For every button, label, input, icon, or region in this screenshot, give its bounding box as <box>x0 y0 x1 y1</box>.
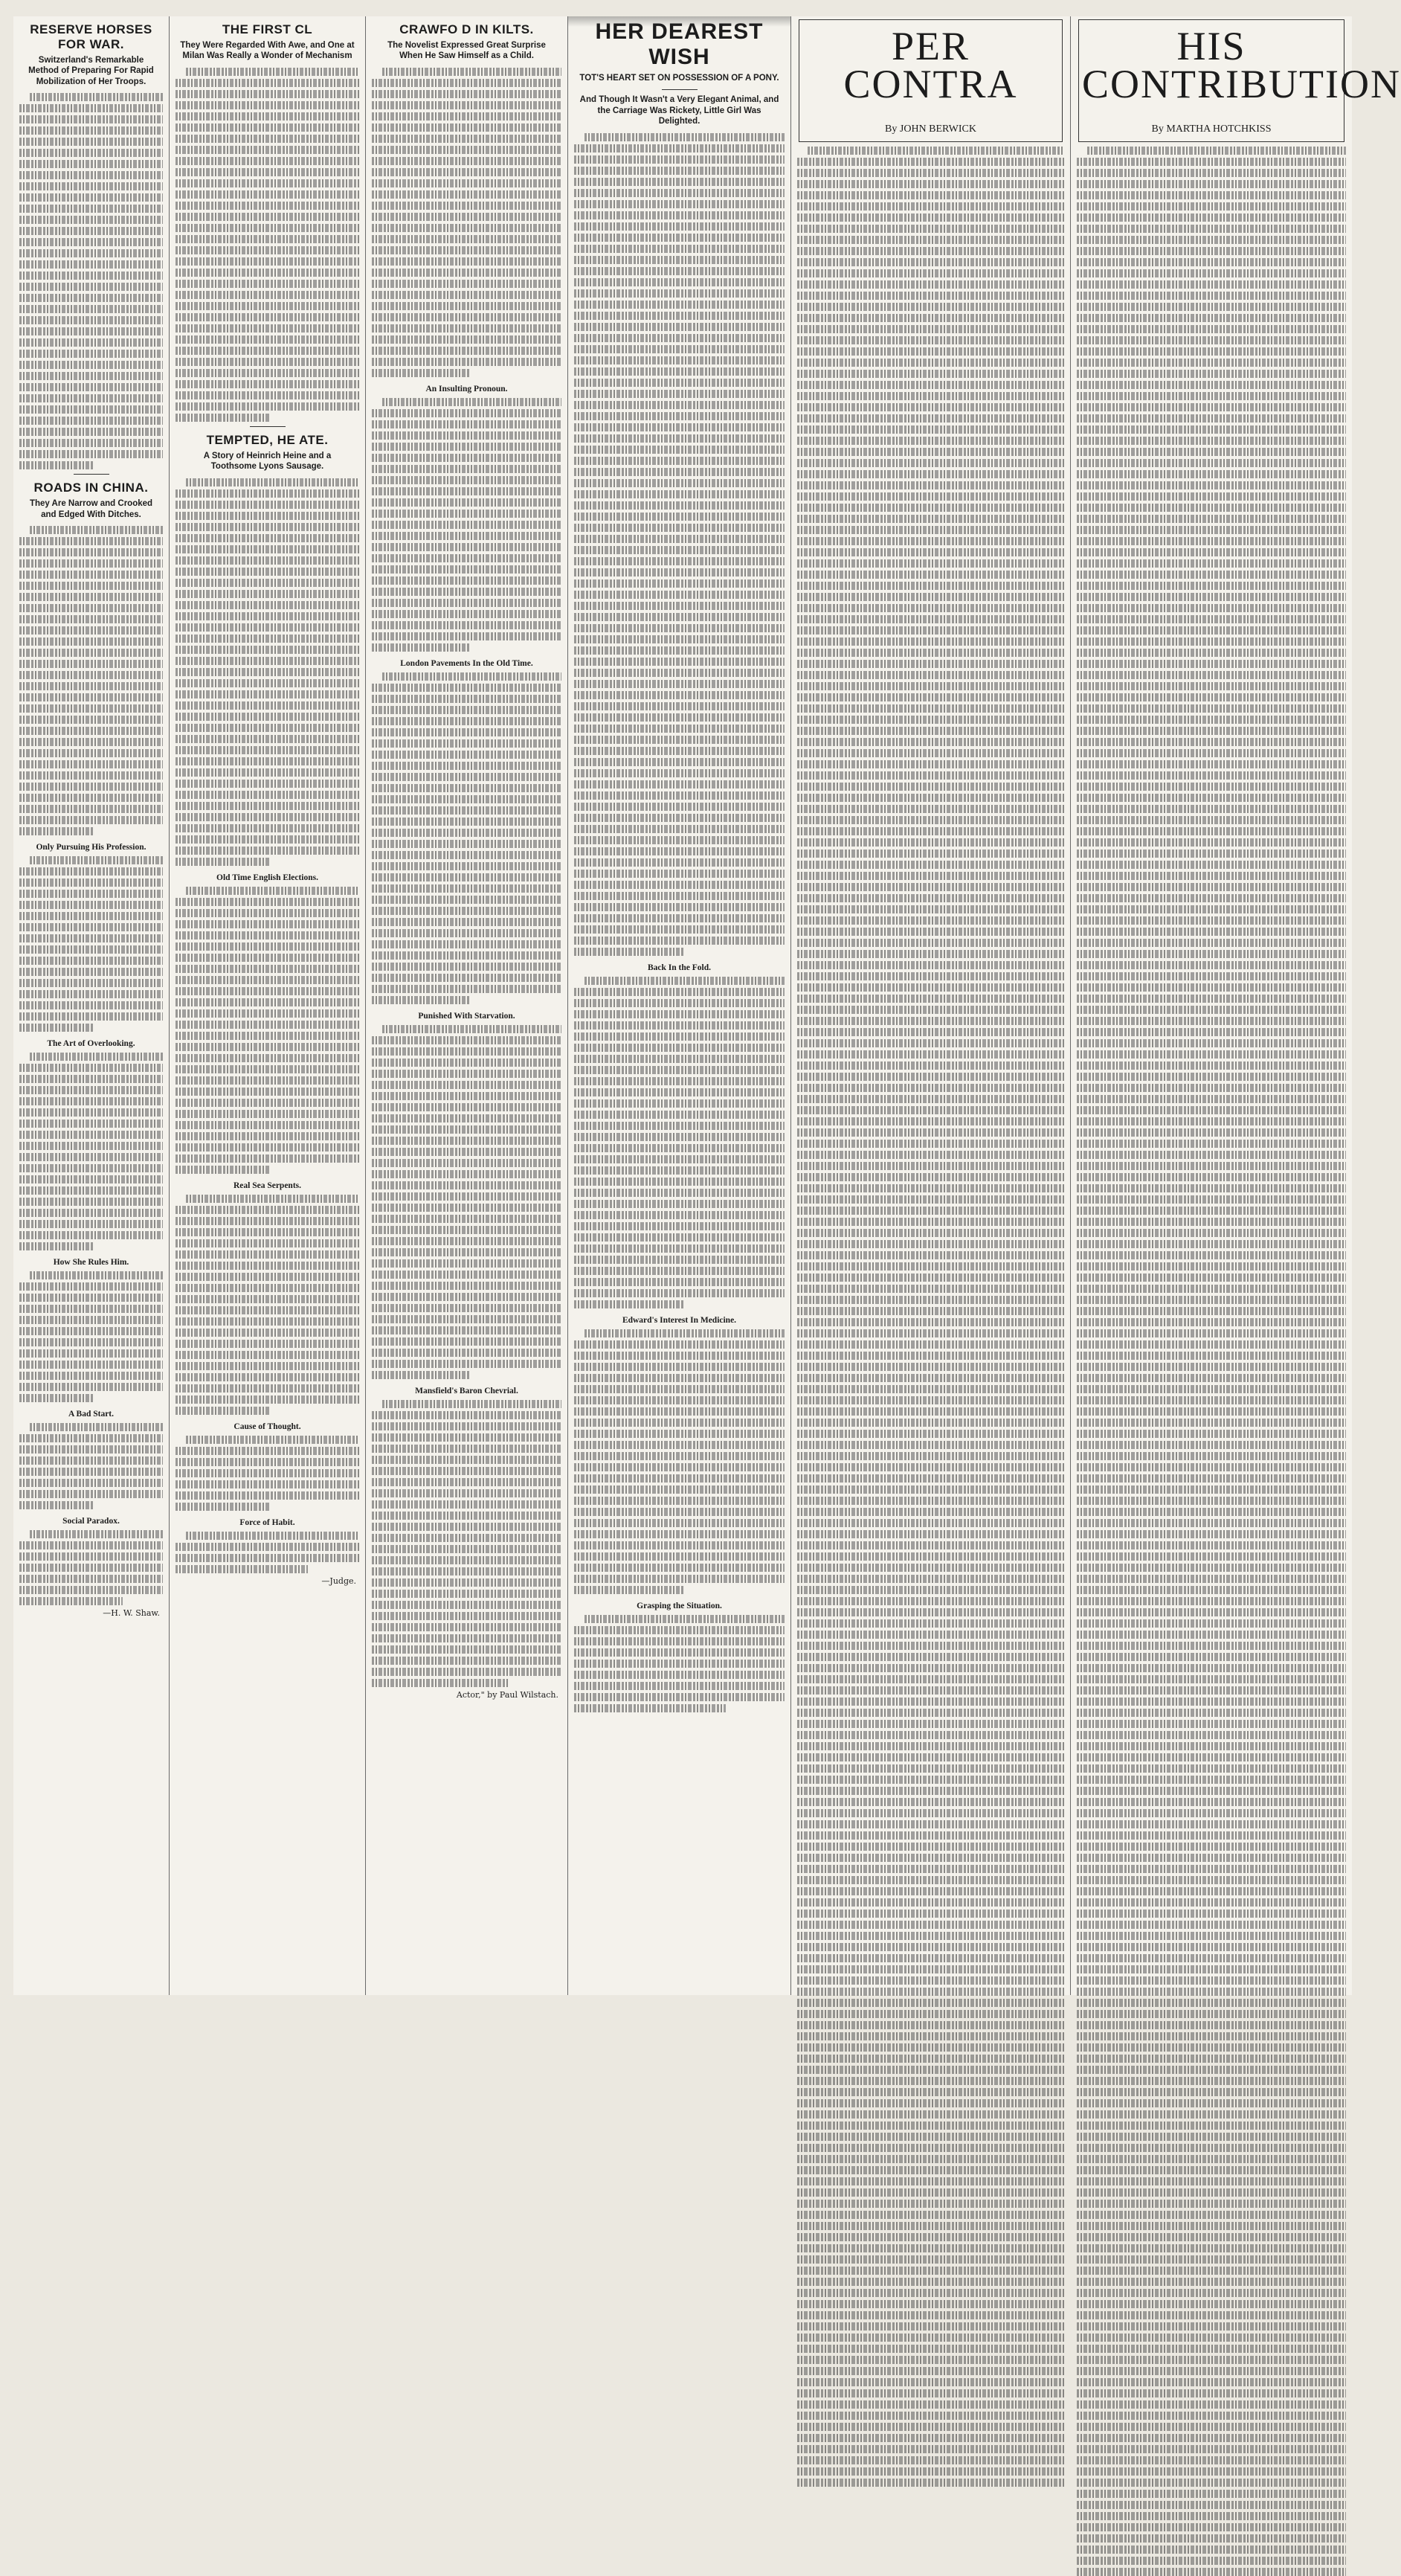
column-5 <box>791 16 1071 1995</box>
section-heading: TEMPTED, HE ATE. <box>206 432 329 447</box>
section-deck: They Are Narrow and Crooked and Edged With Ditches. <box>29 499 153 519</box>
article-heading: HER DEAREST WISH <box>595 19 764 69</box>
column-6 <box>1071 16 1401 1995</box>
subheading: The Art of Overlooking. <box>47 1038 135 1048</box>
subheading: A Bad Start. <box>68 1409 115 1419</box>
article-subdeck: And Though It Wasn't a Very Elegant Animal, and the Carriage Was Rickety, Little Girl Was Delighted. <box>579 95 779 126</box>
article-deck: They Were Regarded With Awe, and One at Milan Was Really a Wonder of Mechanism <box>180 41 355 61</box>
signature: —H. W. Shaw. <box>103 1607 160 1618</box>
subheading: Social Paradox. <box>62 1516 120 1526</box>
column-1 <box>13 16 170 1995</box>
story-title: HIS CONTRIBUTION <box>1082 24 1401 107</box>
signature: Actor," by Paul Wilstach. <box>456 1689 558 1700</box>
subheading: Real Sea Serpents. <box>233 1181 302 1190</box>
subheading: Cause of Thought. <box>234 1422 301 1431</box>
article-deck: TOT'S HEART SET ON POSSESSION OF A PONY. <box>579 74 779 83</box>
subheading: Grasping the Situation. <box>637 1601 722 1610</box>
article-deck: The Novelist Expressed Great Surprise When He Saw Himself as a Child. <box>387 41 546 61</box>
column-2 <box>170 16 366 1995</box>
byline: By MARTHA HOTCHKISS <box>1151 123 1272 135</box>
story-title-box <box>1078 19 1401 142</box>
subheading: How She Rules Him. <box>53 1257 129 1267</box>
column-3 <box>366 16 568 1995</box>
subheading: Only Pursuing His Profession. <box>36 842 146 852</box>
story-title-box <box>799 19 1063 142</box>
subheading: Mansfield's Baron Chevrial. <box>415 1386 518 1395</box>
section-heading: ROADS IN CHINA. <box>33 481 149 495</box>
article-deck: Switzerland's Remarkable Method of Preparing For Rapid Mobilization of Her Troops. <box>28 56 154 86</box>
subheading: An Insulting Pronoun. <box>425 384 508 394</box>
column-4 <box>568 16 791 1995</box>
subheading: Edward's Interest In Medicine. <box>622 1315 737 1325</box>
byline: By JOHN BERWICK <box>885 123 976 135</box>
subheading: Punished With Starvation. <box>418 1011 515 1021</box>
subheading: Old Time English Elections. <box>216 873 318 882</box>
section-deck: A Story of Heinrich Heine and a Toothsome Lyons Sausage. <box>203 451 332 472</box>
newspaper-page <box>13 16 1401 1995</box>
article-heading: CRAWFO D IN KILTS. <box>399 22 534 36</box>
article-heading: THE FIRST CL <box>222 22 313 36</box>
story-title: PER CONTRA <box>843 24 1018 107</box>
subheading: London Pavements In the Old Time. <box>400 658 533 668</box>
signature: —Judge. <box>321 1576 356 1586</box>
subheading: Force of Habit. <box>239 1517 295 1527</box>
article-heading: RESERVE HORSES FOR WAR. <box>30 22 152 51</box>
subheading: Back In the Fold. <box>648 963 711 972</box>
